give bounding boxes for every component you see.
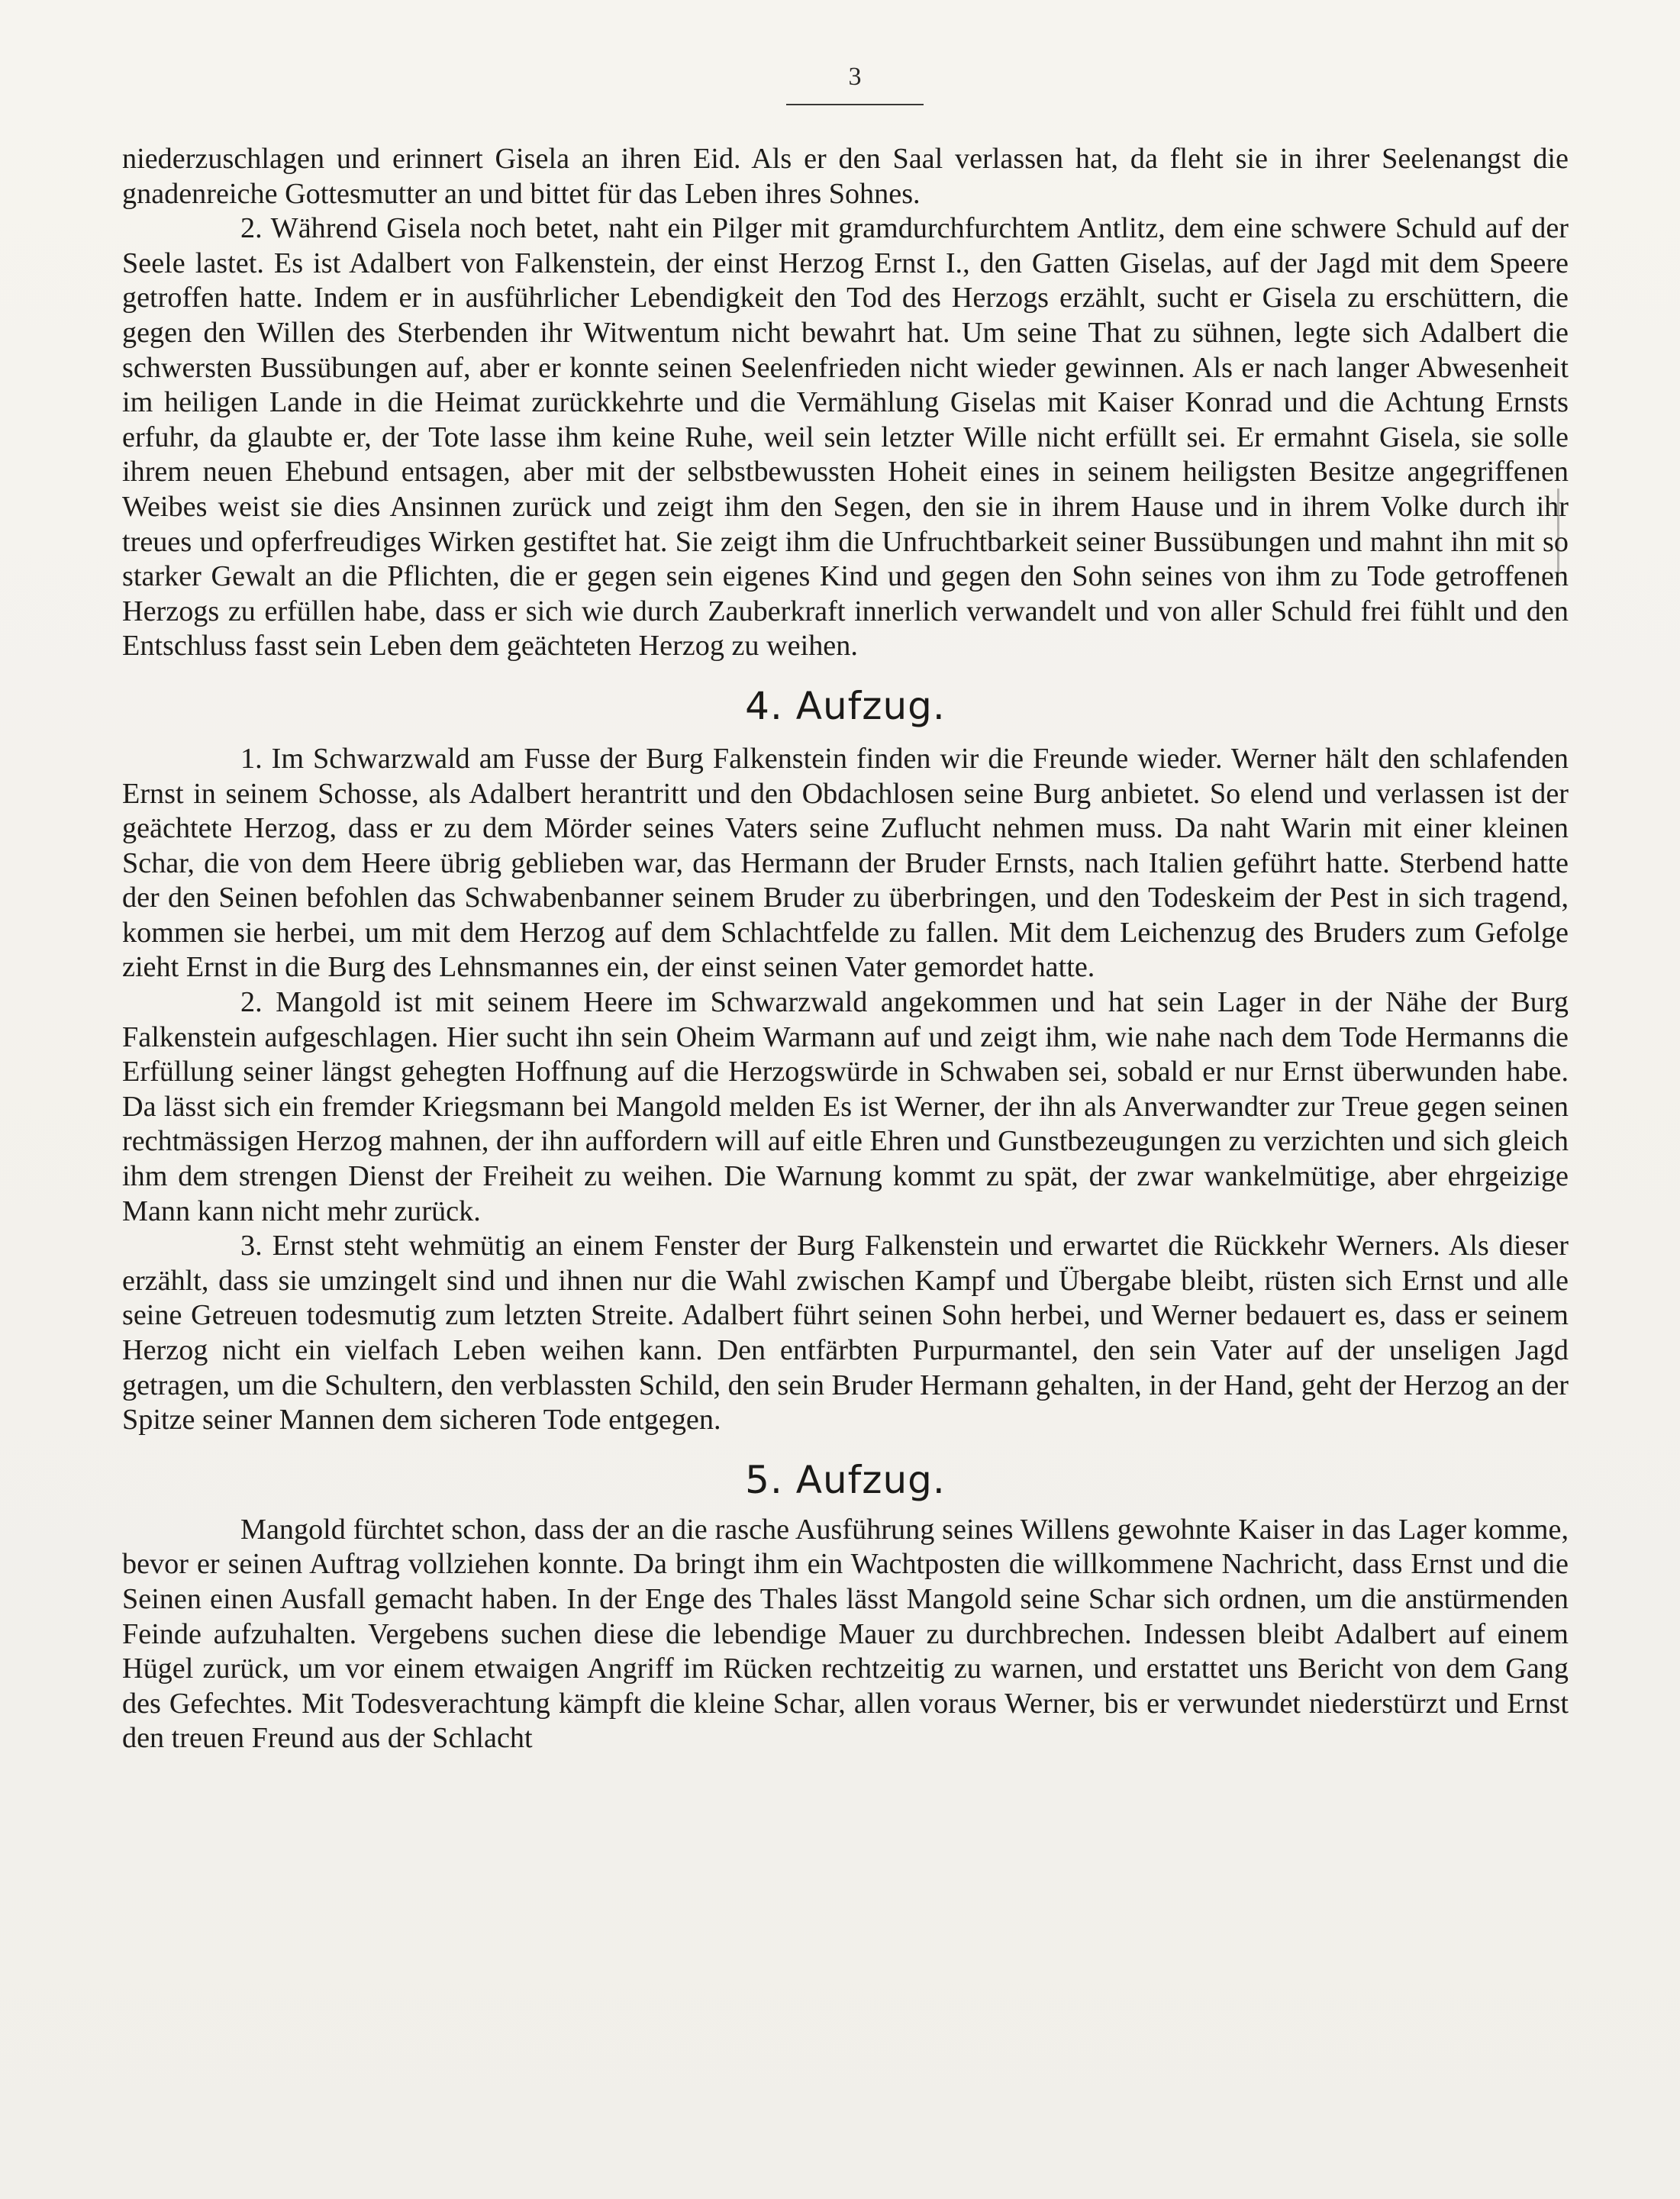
margin-mark [1557,488,1559,572]
body-text [122,142,1569,1756]
paragraph-act4-scene-2: 2. Mangold ist mit seinem Heere im Schwarzwald angekommen und hat sein Lager in der Nähe der Burg Falkenstein aufgeschlagen. Hier sucht ihn sein Oheim Warmann auf und zeigt ihm, wie nahe nach dem Tode Hermanns die Erfüllung seiner längst gehegten Hoffnung auf die Herzogswürde in Schwaben sei, sobald er nur Ernst überwunden habe. Da lässt sich ein fremder Kriegsmann bei Mangold melden Es ist Werner, der ihn als Anverwandter zur Treue gegen seinen rechtmässigen Herzog mahnen, der ihn auffordern will auf eitle Ehren und Gunstbezeugungen zu verzichten und sich gleich ihm dem strengen Dienst der Freiheit zu weihen. Die Warnung kommt zu spät, der zwar wankelmütige, aber ehrgeizige Mann kann nicht mehr zurück. [122,986,1569,1227]
paragraph-act4-scene-3: 3. Ernst steht wehmütig an einem Fenster der Burg Falkenstein und erwartet die Rückkehr Werners. Als dieser erzählt, dass sie umzingelt sind und ihnen nur die Wahl zwischen Kampf und Übergabe bleibt, rüsten sich Ernst und alle seine Getreuen todesmutig zum letzten Streite. Adalbert führt seinen Sohn herbei, und Werner bedauert es, dass er seinem Herzog nicht ein vielfach Leben weihen kann. Den entfärbten Purpurmantel, den sein Vater auf der unseligen Jagd getragen, um die Schultern, den verblassten Schild, den sein Bruder Hermann gehalten, in der Hand, geht der Herzog an der Spitze seiner Mannen dem sicheren Tode entgegen. [122,1230,1569,1436]
page-number: 3 [848,63,862,91]
page-number-rule [786,104,924,105]
paragraph-act5: Mangold fürchtet schon, dass der an die rasche Ausführung seines Willens gewohnte Kaiser in das Lager komme, bevor er seinen Auftrag vollziehen konnte. Da bringt ihm ein Wachtposten die willkommene Nachricht, dass Ernst und die Seinen einen Ausfall gemacht haben. In der Enge des Thales lässt Mangold seine Schar sich ordnen, um die anstürmenden Feinde aufzuhalten. Vergebens suchen diese die lebendige Mauer zu durchbrechen. Indessen bleibt Adalbert auf einem Hügel zurück, um vor einem etwaigen Angriff im Rücken rechtzeitig zu warnen, und erstattet uns Bericht von dem Gang des Gefechtes. Mit Todesverachtung kämpft die kleine Schar, allen voraus Werner, bis er verwundet niederstürzt und Ernst den treuen Freund aus der Schlacht [122,1513,1569,1755]
section-heading-act-4: 4. Aufzug. [745,683,946,728]
paragraph-act4-scene-1: 1. Im Schwarzwald am Fusse der Burg Falkenstein finden wir die Freunde wieder. Werner hält den schlafenden Ernst in seinem Schosse, als Adalbert herantritt und den Obdachlosen seine Burg anbietet. So elend und verlassen ist der geächtete Herzog, dass er zu dem Mörder seines Vaters seine Zuflucht nehmen muss. Da naht Warin mit einer kleinen Schar, die von dem Heere übrig geblieben war, das Hermann der Bruder Ernsts, nach Italien geführt hatte. Sterbend hatte der den Seinen befohlen das Schwabenbanner seinem Bruder zu überbringen, und den Todeskeim der Pest in sich tragend, kommen sie herbei, um mit dem Herzog auf dem Schlachtfelde zu fallen. Mit dem Leichenzug des Bruders zum Gefolge zieht Ernst in die Burg des Lehnsmannes ein, der einst seinen Vater gemordet hatte. [122,742,1569,984]
section-heading-act-5: 5. Aufzug. [745,1457,946,1502]
paragraph-scene-2: 2. Während Gisela noch betet, naht ein Pilger mit gramdurchfurchtem Antlitz, dem eine schwere Schuld auf der Seele lastet. Es ist Adalbert von Falkenstein, der einst Herzog Ernst I., den Gatten Giselas, auf der Jagd mit dem Speere getroffen hatte. Indem er in ausführlicher Lebendigkeit den Tod des Herzogs erzählt, sucht er Gisela zu erschüttern, die gegen den Willen des Sterbenden ihr Witwentum nicht bewahrt hat. Um seine That zu sühnen, legte sich Adalbert die schwersten Bussübungen auf, aber er konnte seinen Seelenfrieden nicht wieder gewinnen. Als er nach langer Abwesenheit im heiligen Lande in die Heimat zurückkehrte und die Vermählung Giselas mit Kaiser Konrad und die Achtung Ernsts erfuhr, da glaubte er, der Tote lasse ihm keine Ruhe, weil sein letzter Wille nicht erfüllt sei. Er ermahnt Gisela, sie solle ihrem neuen Ehebund entsagen, aber mit der selbstbewussten Hoheit eines in seinem heiligsten Besitze angegriffenen Weibes weist sie dies Ansinnen zurück und zeigt ihm den Segen, den sie in ihrem Hause und in ihrem Volke durch ihr treues und opferfreudiges Wirken gestiftet hat. Sie zeigt ihm die Unfruchtbarkeit seiner Bussübungen und mahnt ihn mit so starker Gewalt an die Pflichten, die er gegen sein eigenes Kind und gegen den Sohn seines von ihm zu Tode getroffenen Herzogs zu erfüllen habe, dass er sich wie durch Zauberkraft innerlich verwandelt und von aller Schuld frei fühlt und den Entschluss fasst sein Leben dem geächteten Herzog zu weihen. [122,212,1569,663]
paragraph-continuation: niederzuschlagen und erinnert Gisela an ihren Eid. Als er den Saal verlassen hat, da fleht sie in ihrer Seelenangst die gnadenreiche Gottesmutter an und bittet für das Leben ihres Sohnes. [122,143,1569,210]
